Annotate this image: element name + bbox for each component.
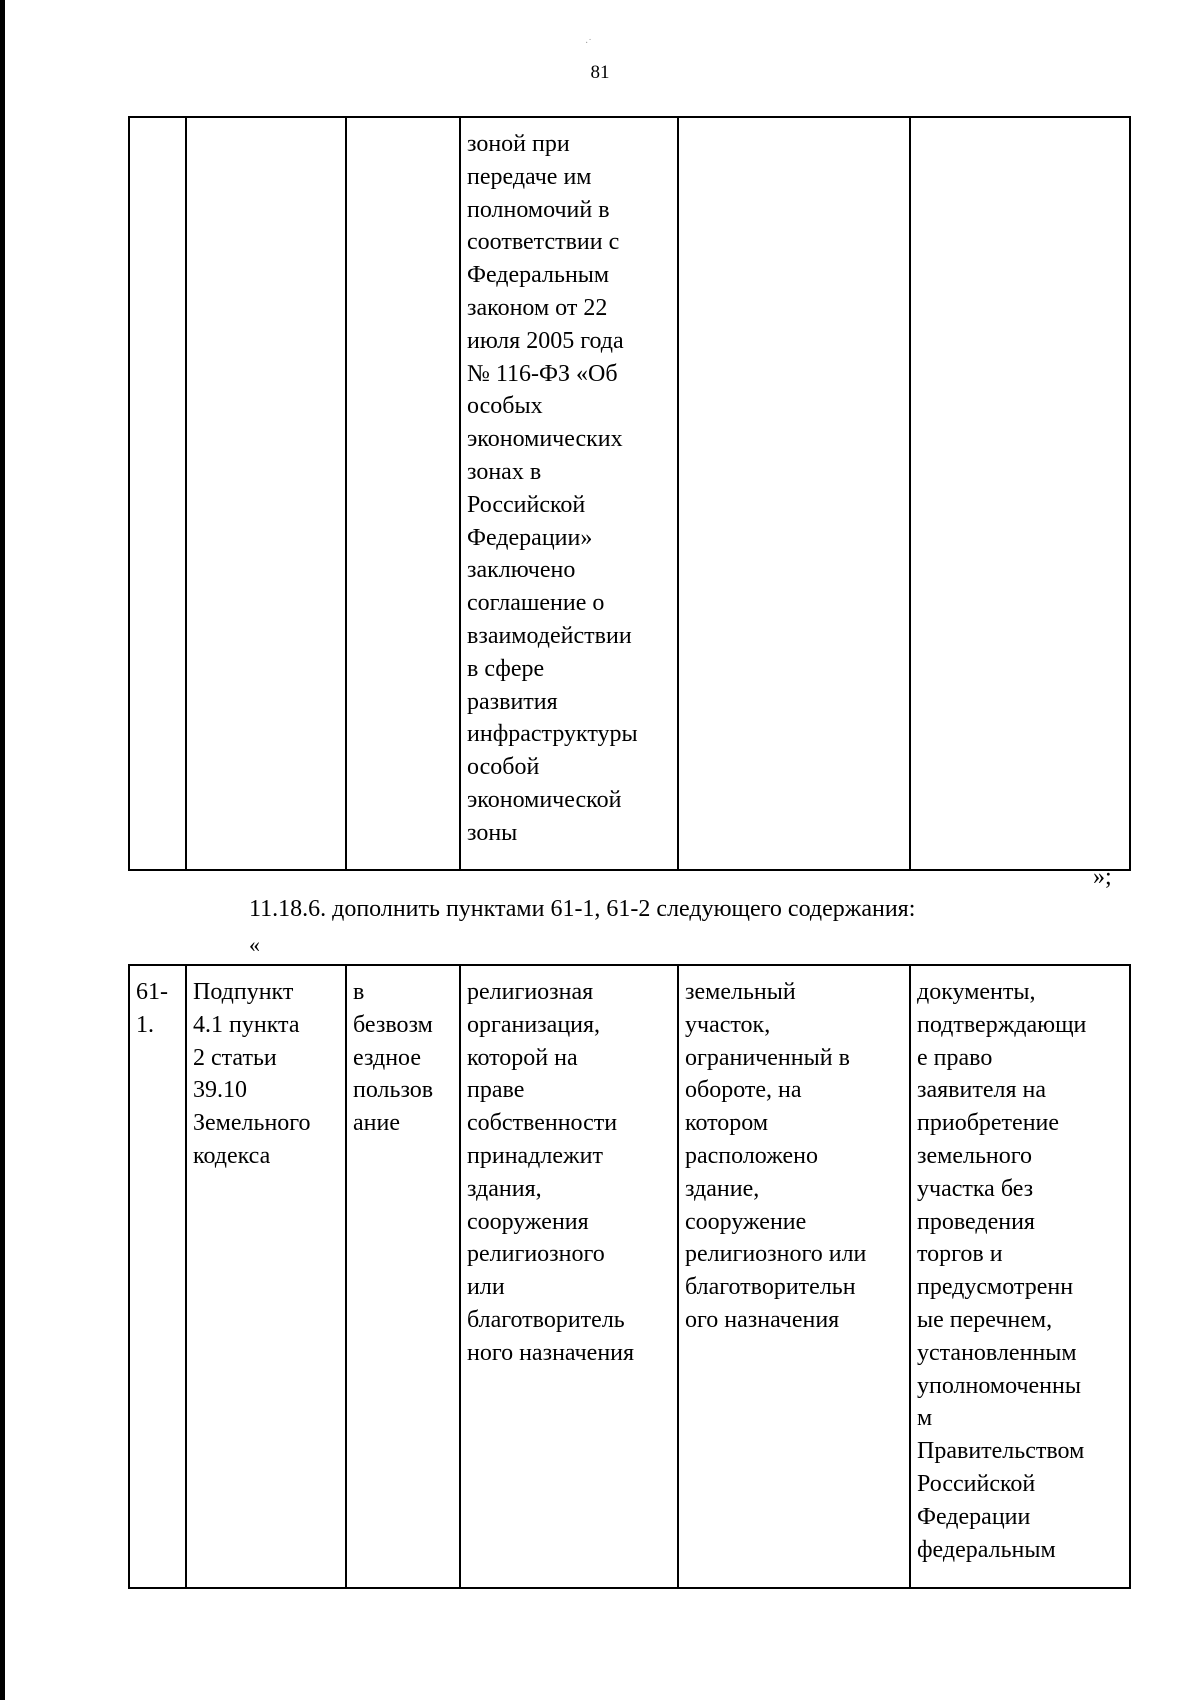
cell-text-line: ограниченный в [685, 1044, 850, 1071]
documents-cell [910, 965, 1130, 1588]
cell-text-line: Земельного [193, 1110, 311, 1137]
cell-text-line: передаче им [467, 163, 592, 190]
cell-text-line: кодекса [193, 1142, 271, 1169]
cell-text-line: документы, [917, 979, 1036, 1005]
cell-text-line: религиозного [467, 1241, 605, 1268]
table-cell [678, 117, 910, 870]
cell-text-line: ездное [353, 1044, 421, 1071]
cell-text-line: собственности [467, 1110, 618, 1137]
cell-text-line: Подпункт [193, 979, 294, 1005]
cell-text-line: ого назначения [685, 1306, 840, 1333]
cell-text-line: экономической [467, 786, 622, 813]
cell-text-line: взаимодействии [467, 622, 632, 649]
closing-quote: »; [1093, 864, 1112, 890]
cell-text-line: которой на [467, 1044, 578, 1071]
scan-speck: ·˙ [585, 38, 592, 49]
scan-left-edge [0, 0, 5, 1700]
cell-text-line: сооружение [685, 1208, 807, 1235]
cell-text-line: 61- [136, 979, 168, 1005]
applicant-cell [460, 965, 678, 1588]
cell-text-line: принадлежит [467, 1142, 603, 1169]
cell-text-line: зоны [467, 819, 518, 846]
table-cell [346, 117, 460, 870]
cell-text-line: № 116-ФЗ «Об [467, 360, 618, 387]
table-cell [186, 117, 346, 870]
cell-text-line: развития [467, 688, 558, 715]
cell-text-line: здания, [467, 1175, 542, 1202]
cell-text-line: земельного [917, 1142, 1032, 1169]
cell-text-line: торгов и [917, 1241, 1003, 1268]
cell-text-line: м [917, 1405, 933, 1432]
cell-text-line: Правительством [917, 1438, 1085, 1465]
cell-text-line: обороте, на [685, 1077, 802, 1104]
cell-text-line: сооружения [467, 1208, 589, 1235]
cell-text-line: участка без [917, 1175, 1034, 1202]
cell-text-line: предусмотренн [917, 1274, 1074, 1301]
cell-text-line: уполномоченны [917, 1372, 1081, 1399]
cell-text-line: экономических [467, 426, 623, 453]
cell-text-line: полномочий в [467, 196, 610, 223]
cell-text-line: инфраструктуры [467, 721, 638, 748]
cell-text-line: или [467, 1274, 505, 1301]
cell-text-line: участок, [685, 1011, 771, 1038]
table-cell [460, 117, 678, 870]
cell-text-line: законом от 22 [467, 294, 608, 321]
cell-text-line: безвозм [353, 1011, 433, 1038]
cell-text-line: зоной при [467, 131, 570, 157]
cell-text-line: религиозная [467, 979, 594, 1005]
cell-text-line: 1. [136, 1011, 154, 1038]
cell-text-line: Федеральным [467, 262, 610, 289]
cell-text-line: ание [353, 1110, 400, 1137]
table-row [129, 117, 1130, 870]
cell-text-line: здание, [685, 1175, 760, 1202]
cell-text-line: пользов [353, 1077, 434, 1104]
cell-text-line: федеральным [917, 1536, 1056, 1563]
opening-quote: « [249, 932, 260, 957]
cell-text-line: в [353, 979, 365, 1005]
right-type-cell [346, 965, 460, 1588]
cell-text-line: соответствии с [467, 229, 620, 256]
cell-text-line: приобретение [917, 1110, 1060, 1137]
cell-text-line: зонах в [467, 458, 542, 485]
cell-text-line: ного назначения [467, 1339, 635, 1366]
cell-text-line: Российской [917, 1470, 1036, 1497]
cell-text-line: установленным [917, 1339, 1077, 1366]
cell-text-line: 39.10 [193, 1077, 247, 1104]
table-row [129, 965, 1130, 1588]
cell-text-line: Российской [467, 491, 586, 518]
cell-text-line: е право [917, 1044, 993, 1071]
cell-text-line: подтверждающи [917, 1011, 1087, 1038]
amendment-instruction: 11.18.6. дополнить пунктами 61-1, 61-2 следующего содержания: [249, 896, 916, 922]
table-cell [910, 117, 1130, 870]
cell-text-line: земельный [685, 979, 796, 1005]
cell-text-line: ые перечнем, [917, 1306, 1053, 1333]
cell-text-line: июля 2005 года [467, 327, 624, 354]
cell-text-line: расположено [685, 1142, 818, 1169]
item-number-cell [129, 965, 186, 1588]
cell-text-line: 2 статьи [193, 1044, 277, 1071]
cell-text-line: Федерации [917, 1503, 1031, 1530]
cell-text-line: соглашение о [467, 590, 605, 617]
page-number: 81 [590, 62, 610, 83]
cell-text-line: котором [685, 1110, 769, 1137]
cell-text-line: проведения [917, 1208, 1035, 1235]
table-continued [128, 116, 1131, 871]
cell-text-line: религиозного или [685, 1241, 867, 1268]
legal-basis-cell [186, 965, 346, 1588]
cell-text-line: благотворительн [685, 1274, 856, 1301]
cell-text-line: в сфере [467, 655, 545, 682]
cell-text-line: благотворитель [467, 1306, 625, 1333]
table-new-items [128, 964, 1131, 1589]
cell-text-line: Федерации» [467, 524, 593, 551]
cell-text-line: 4.1 пункта [193, 1011, 300, 1038]
cell-text-line: особой [467, 754, 540, 781]
cell-text-line: особых [467, 393, 543, 420]
cell-text-line: заключено [467, 557, 576, 584]
cell-text-line: заявителя на [917, 1077, 1046, 1104]
cell-text-line: праве [467, 1077, 525, 1104]
table-cell [129, 117, 186, 870]
cell-text-line: организация, [467, 1011, 601, 1038]
land-plot-cell [678, 965, 910, 1588]
